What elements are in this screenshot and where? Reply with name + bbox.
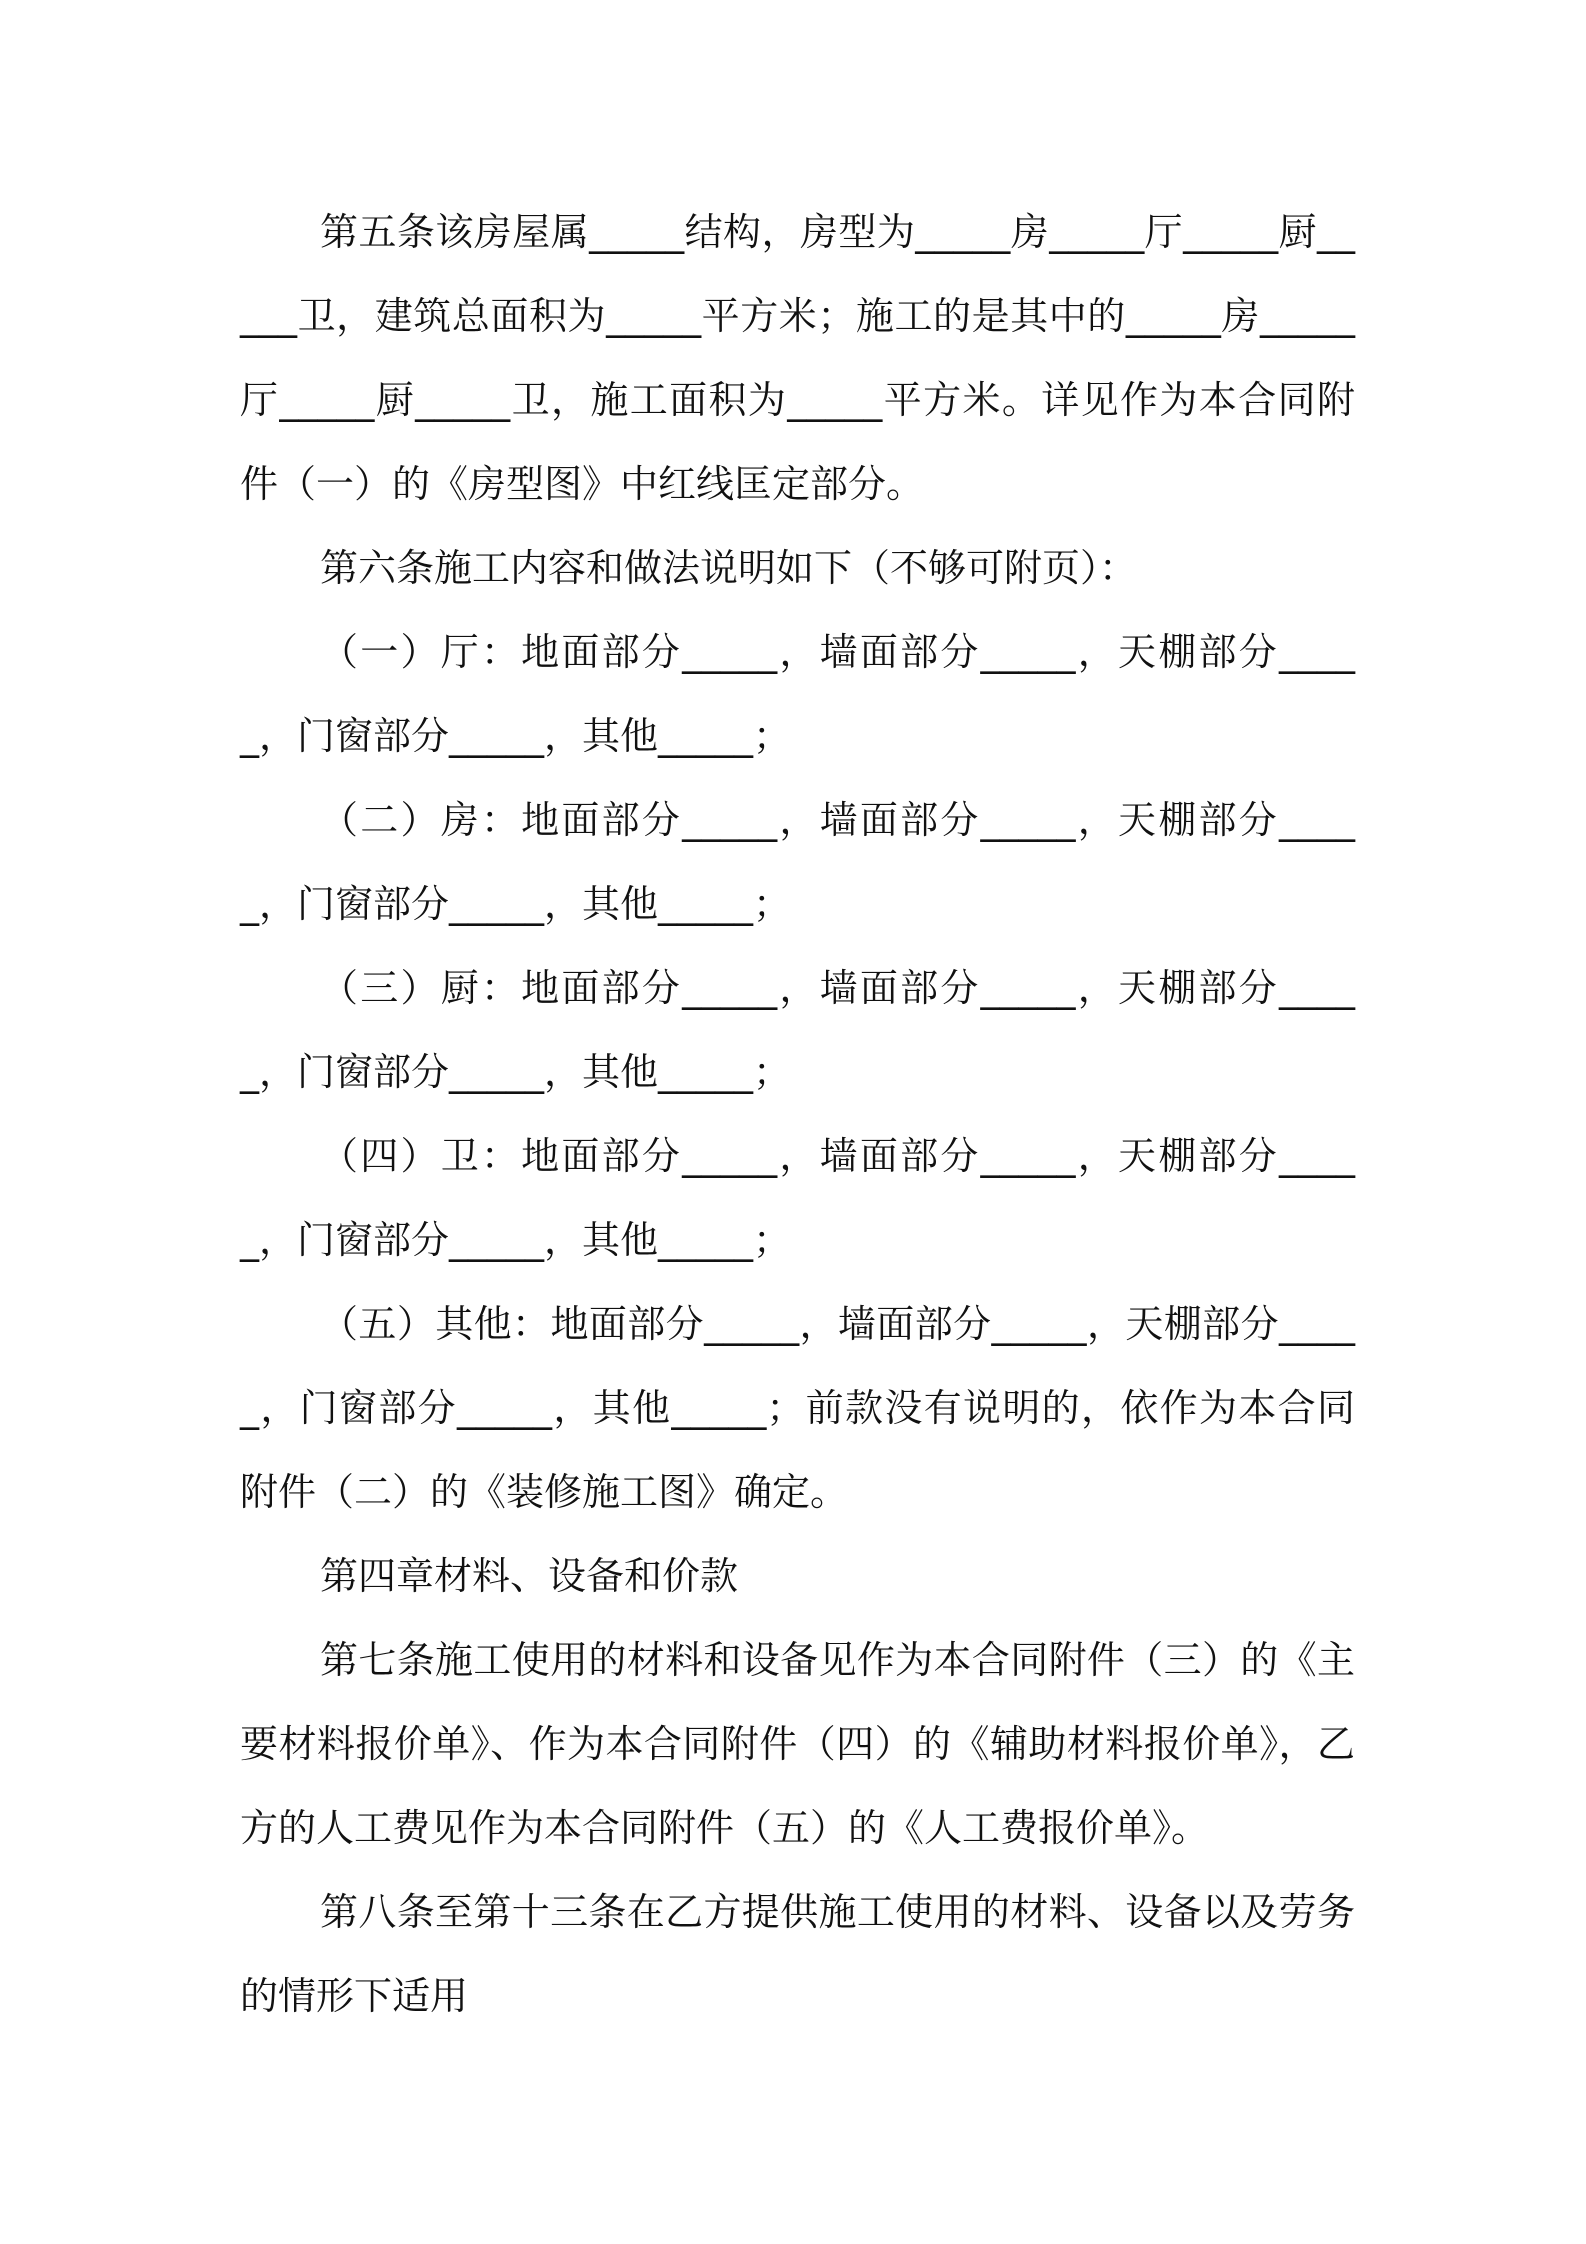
item-3-kitchen: （三）厨：地面部分_____，墙面部分_____，天棚部分_____，门窗部分_____，其他_____； bbox=[240, 966, 1355, 1094]
item-5-other: （五）其他：地面部分_____，墙面部分_____，天棚部分_____，门窗部分_____，其他_____；前款没有说明的，依作为本合同附件（二）的《装修施工图》确定。 bbox=[240, 1302, 1355, 1514]
article-7-paragraph: 第七条施工使用的材料和设备见作为本合同附件（三）的《主要材料报价单》、作为本合同附件（四）的《辅助材料报价单》，乙方的人工费见作为本合同附件（五）的《人工费报价单》。 bbox=[240, 1638, 1355, 1850]
item-1-hall: （一）厅：地面部分_____，墙面部分_____，天棚部分_____，门窗部分_____，其他_____； bbox=[240, 630, 1355, 758]
article-5-paragraph: 第五条该房屋属_____结构，房型为_____房_____厅_____厨_____卫，建筑总面积为_____平方米；施工的是其中的_____房_____厅_____厨_____卫，施工面积为_____平方米。详见作为本合同附件（一）的《房型图》中红线匡定部分。 bbox=[240, 210, 1355, 506]
document-body bbox=[240, 190, 1355, 2038]
article-6-heading: 第六条施工内容和做法说明如下（不够可附页）： bbox=[320, 546, 1138, 590]
item-2-room: （二）房：地面部分_____，墙面部分_____，天棚部分_____，门窗部分_____，其他_____； bbox=[240, 798, 1355, 926]
article-8-paragraph: 第八条至第十三条在乙方提供施工使用的材料、设备以及劳务的情形下适用 bbox=[240, 1890, 1355, 2018]
item-4-bathroom: （四）卫：地面部分_____，墙面部分_____，天棚部分_____，门窗部分_____，其他_____； bbox=[240, 1134, 1355, 1262]
chapter-4-heading: 第四章材料、设备和价款 bbox=[320, 1554, 739, 1598]
